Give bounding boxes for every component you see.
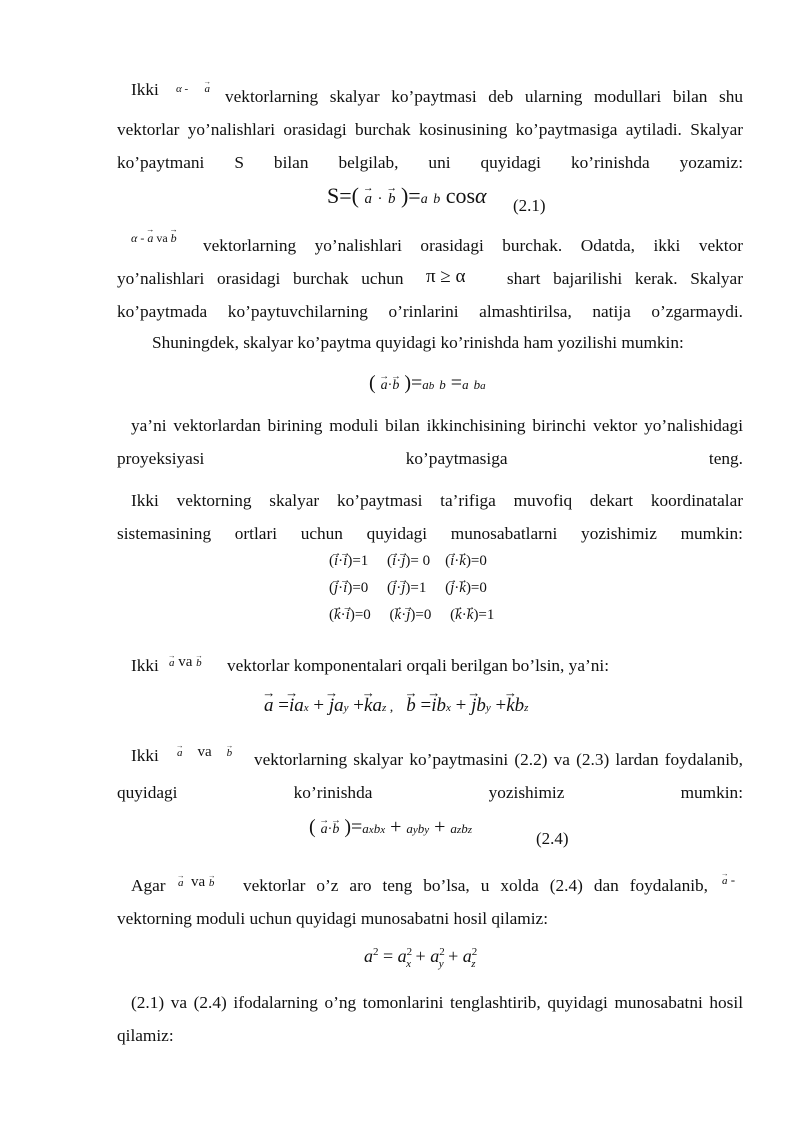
p6-text: vektorlar komponentalari orqali berilgan bo’lsin, ya’ni:: [227, 656, 609, 675]
pi-ge-symbol: π ≥: [426, 266, 451, 287]
p7-ikki: Ikki: [131, 746, 159, 765]
p2-text-a: vektorlarning yo’nalishlari orasidagi burchak. Odatda, ikki vektor yo’nalishlari orasidagi burchak uchun: [117, 236, 743, 288]
pi-ge-alpha: [426, 266, 466, 288]
ort-row-k: (→ k·→ i)=0 (→ k·→ j)=0 (→ k·→ k)=1: [329, 602, 494, 629]
eq-components: → a =→ iax + → jay +→ kaz , → b =→ ibx + → jby +→ kbz: [264, 695, 528, 717]
ort-row-j: (→ j·→ i)=0 (→ j·→ j)=1 (→ j·→ k)=0: [329, 575, 494, 602]
p4-text: ya’ni vektorlardan birining moduli bilan ikkinchisining birinchi vektor yo’nalishidagi proyeksiyasi ko’paytmasiga teng.: [117, 416, 743, 468]
p7-inline-vectors: → a va → b: [177, 744, 232, 761]
ort-relations: [329, 548, 494, 629]
p8-inline-a: → a -: [722, 872, 735, 888]
p6-ikki: Ikki: [131, 656, 159, 675]
p8-agar: Agar: [131, 876, 166, 895]
eq-modulus: $a^2 = a^2_x + a^2_y + a^2_z$: [364, 946, 478, 970]
alpha-symbol: α: [455, 266, 466, 287]
eq-2-4-label: (2.4): [536, 829, 569, 848]
va-word: va: [197, 744, 212, 760]
p7-text: vektorlarning skalyar ko’paytmasini (2.2) va (2.3) lardan foydalanib, quyidagi ko’rinishda yozishimiz mumkin:: [117, 750, 743, 802]
p1-inline-vectors: α - → a: [176, 80, 210, 96]
p5-text: Ikki vektorning skalyar ko’paytmasi ta’rifiga muvofiq dekart koordinatalar sistemasining ortlari uchun quyidagi munosabatlarni yozishimiz mumkin:: [117, 491, 743, 543]
p8-inline-vectors: → a va → b: [178, 874, 214, 891]
p8-text-b: vektorlar o’z aro teng bo’lsa, u xolda (2.4) dan foydalanib,: [243, 876, 708, 895]
p2-inline-vectors: α - → a va → b: [131, 231, 177, 246]
p9-text: (2.1) va (2.4) ifodalarning o’ng tomonlarini tenglashtirib, quyidagi munosabatni hosil qilamiz:: [117, 993, 743, 1045]
va-word: va: [178, 654, 193, 670]
eq-2-4: ( → a·→ b )=axbx + ayby + azbz: [309, 816, 472, 839]
p6-inline-vectors: → a va → b: [169, 654, 202, 671]
p1-ikki: Ikki: [131, 80, 159, 99]
p8-text-c: vektorning moduli uchun quyidagi munosabatni hosil qilamiz:: [117, 909, 549, 928]
ort-row-i: (→ i·→ i)=1 (→ i·→ j)= 0 (→ i·→ k)=0: [329, 548, 494, 575]
p1-text: vektorlarning skalyar ko’paytmasi deb ularning modullari bilan shu vektorlar yo’nalishlari orasidagi burchak kosinusining ko’paytmasiga aytiladi. Skalyar ko’paytmani S bilan belgilab, uni quyidagi ko’rinishda yozamiz:: [117, 87, 743, 172]
eq-projection: ( → a·→ b )=ab b =a ba: [369, 372, 486, 395]
eq-2-1-label: (2.1): [513, 196, 546, 215]
eq-2-1: S=( → a · → b )=a b cosα: [327, 183, 487, 209]
va-word: va: [156, 231, 168, 245]
p2-text-b: shart bajarilishi kerak. Skalyar ko’paytmada ko’paytuvchilarning o’rinlarini almashtirilsa, natija o’zgarmaydi.: [117, 269, 743, 321]
p3-text: Shuningdek, skalyar ko’paytma quyidagi ko’rinishda ham yozilishi mumkin:: [152, 333, 684, 352]
va-word: va: [191, 874, 206, 890]
